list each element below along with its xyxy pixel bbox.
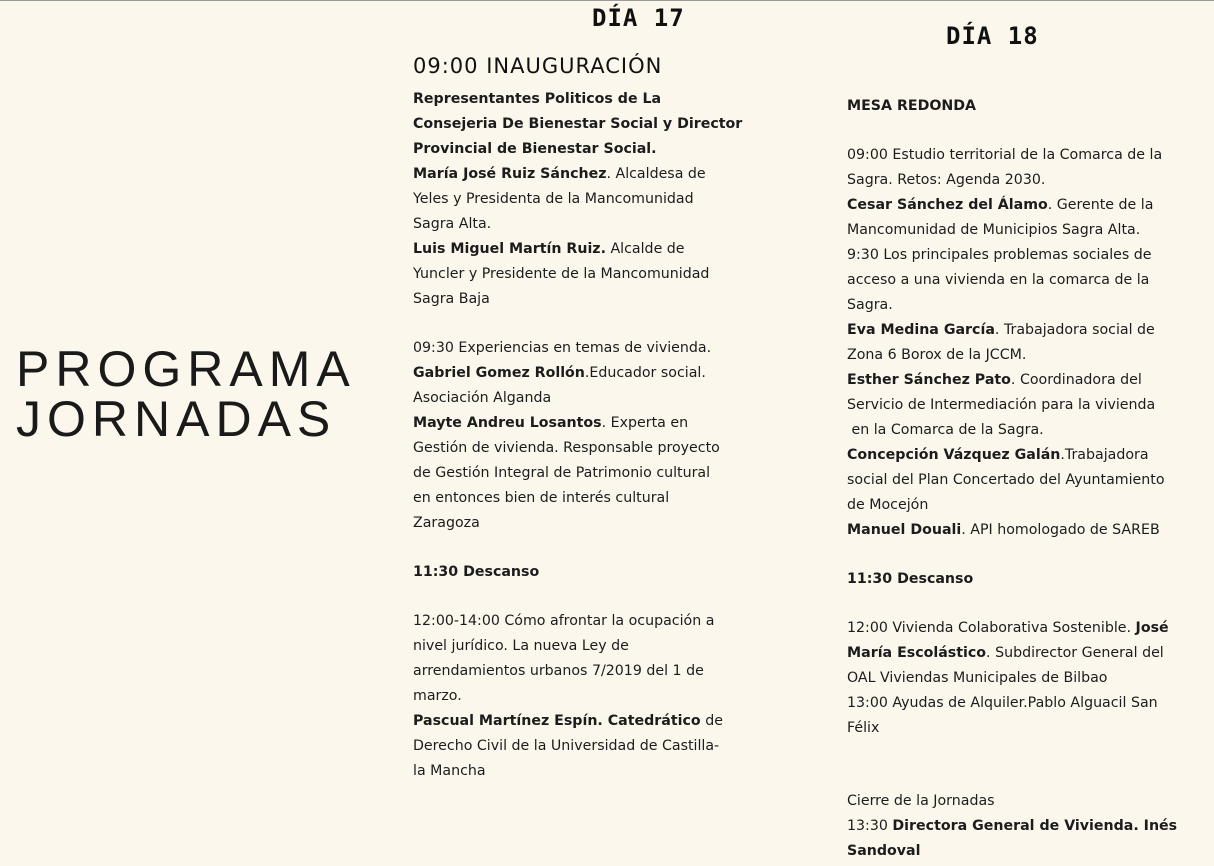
program-line xyxy=(847,94,1177,119)
program-line: Asociación Alganda xyxy=(413,390,552,406)
program-line xyxy=(847,567,1177,592)
speaker-name: Esther Sánchez Pato xyxy=(847,372,1011,388)
speaker-name: Gabriel Gomez Rollón xyxy=(413,365,585,381)
program-line: OAL Viviendas Municipales de Bilbao xyxy=(847,670,1108,686)
day-17-program xyxy=(413,87,742,784)
program-line: Mancomunidad de Municipios Sagra Alta. xyxy=(847,222,1141,238)
speaker-name: Pascual Martínez Espín. Catedrático xyxy=(413,713,701,729)
program-line: María Escolástico. Subdirector General del xyxy=(847,645,1164,661)
program-line: de Gestión Integral de Patrimonio cultural xyxy=(413,465,711,481)
day-17-heading: DÍA 17 xyxy=(592,4,685,32)
program-line: Yeles y Presidenta de la Mancomunidad xyxy=(413,191,694,207)
speaker-name: Manuel Douali xyxy=(847,522,962,538)
program-line: Sagra. Retos: Agenda 2030. xyxy=(847,172,1046,188)
program-line: Luis Miguel Martín Ruiz. Alcalde de xyxy=(413,241,685,257)
speaker-name: María Escolástico xyxy=(847,645,987,661)
program-line: la Mancha xyxy=(413,763,486,779)
program-line: Consejeria De Bienestar Social y Director xyxy=(413,116,743,132)
program-line: Sagra Baja xyxy=(413,291,490,307)
program-line: en la Comarca de la Sagra. xyxy=(847,422,1044,438)
program-line: Gestión de vivienda. Responsable proyecto xyxy=(413,440,720,456)
program-line: social del Plan Concertado del Ayuntamiento xyxy=(847,472,1165,488)
round-table-label: MESA REDONDA xyxy=(847,98,977,114)
program-line xyxy=(847,839,1177,864)
program-line: Zona 6 Borox de la JCCM. xyxy=(847,347,1027,363)
program-line: acceso a una vivienda en la comarca de la xyxy=(847,272,1150,288)
program-line: Pascual Martínez Espín. Catedrático de xyxy=(413,713,723,729)
speaker-name: Directora General de Vivienda. Inés xyxy=(892,818,1178,834)
program-line: 9:30 Los principales problemas sociales de xyxy=(847,247,1152,263)
break-label: 11:30 Descanso xyxy=(413,564,540,580)
day-18-program xyxy=(847,94,1177,864)
program-line: Cesar Sánchez del Álamo. Gerente de la xyxy=(847,197,1154,213)
program-line: 12:00 Vivienda Colaborativa Sostenible. José xyxy=(847,620,1169,636)
program-line: Derecho Civil de la Universidad de Castilla- xyxy=(413,738,720,754)
top-border xyxy=(0,0,1214,1)
program-line: 13:00 Ayudas de Alquiler.Pablo Alguacil San xyxy=(847,695,1158,711)
program-line: 12:00-14:00 Cómo afrontar la ocupación a xyxy=(413,613,715,629)
speaker-name: María José Ruiz Sánchez xyxy=(413,166,607,182)
program-line xyxy=(413,560,742,585)
program-line: Sagra Alta. xyxy=(413,216,492,232)
speaker-name: Sandoval xyxy=(847,843,921,859)
speaker-name: Cesar Sánchez del Álamo xyxy=(847,197,1048,213)
program-line: Servicio de Intermediación para la vivienda xyxy=(847,397,1156,413)
speaker-name: Concepción Vázquez Galán xyxy=(847,447,1061,463)
break-label: 11:30 Descanso xyxy=(847,571,974,587)
program-line: Mayte Andreu Losantos. Experta en xyxy=(413,415,689,431)
inauguration-heading: 09:00 INAUGURACIÓN xyxy=(413,54,663,78)
program-line: de Mocejón xyxy=(847,497,929,513)
program-line: Eva Medina García. Trabajadora social de xyxy=(847,322,1155,338)
program-line: Gabriel Gomez Rollón.Educador social. xyxy=(413,365,706,381)
program-line: en entonces bien de interés cultural xyxy=(413,490,670,506)
program-line: Yuncler y Presidente de la Mancomunidad xyxy=(413,266,710,282)
speaker-name: Luis Miguel Martín Ruiz. xyxy=(413,241,606,257)
title-line-2: JORNADAS xyxy=(16,391,337,447)
speaker-name: Eva Medina García xyxy=(847,322,995,338)
day-18-heading: DÍA 18 xyxy=(946,22,1039,50)
program-line: arrendamientos urbanos 7/2019 del 1 de xyxy=(413,663,704,679)
program-line: Sagra. xyxy=(847,297,893,313)
program-line: 09:30 Experiencias en temas de vivienda. xyxy=(413,340,712,356)
program-line: María José Ruiz Sánchez. Alcaldesa de xyxy=(413,166,706,182)
program-line: Manuel Douali. API homologado de SAREB xyxy=(847,522,1160,538)
program-line: marzo. xyxy=(413,688,462,704)
title-line-1: PROGRAMA xyxy=(16,341,356,397)
program-line: Zaragoza xyxy=(413,515,480,531)
program-line: nivel jurídico. La nueva Ley de xyxy=(413,638,629,654)
program-line: Provincial de Bienestar Social. xyxy=(413,141,657,157)
speaker-name: Mayte Andreu Losantos xyxy=(413,415,602,431)
page-title xyxy=(16,341,356,447)
program-line: 13:30 Directora General de Vivienda. Inés xyxy=(847,818,1178,834)
program-line: Félix xyxy=(847,720,880,736)
program-line: 09:00 Estudio territorial de la Comarca de la xyxy=(847,147,1163,163)
program-line: Cierre de la Jornadas xyxy=(847,793,995,809)
program-line: Representantes Politicos de La xyxy=(413,91,662,107)
program-line: Concepción Vázquez Galán.Trabajadora xyxy=(847,447,1149,463)
program-line: Esther Sánchez Pato. Coordinadora del xyxy=(847,372,1142,388)
speaker-name: José xyxy=(1135,620,1169,636)
